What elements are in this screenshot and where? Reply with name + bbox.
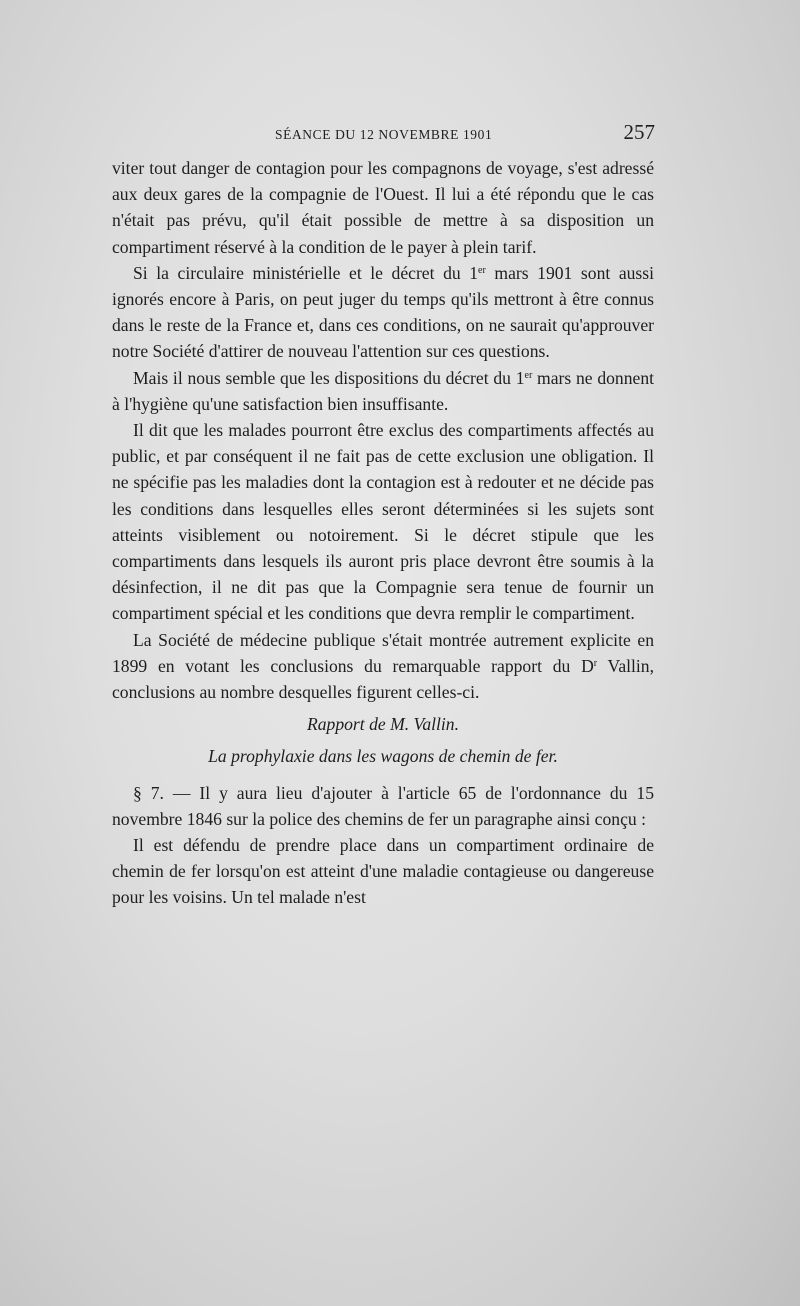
body-text bbox=[112, 155, 654, 911]
paragraph-circulaire: Si la circulaire ministérielle et le décret du 1er mars 1901 sont aussi ignorés encore à Paris, on peut juger du temps qu'ils mettront à être connus dans le reste de la France et, dans ces conditions, on ne saurait qu'approuver notre Société d'attirer de nouveau l'attention sur ces questions. bbox=[112, 262, 655, 362]
page-header bbox=[110, 120, 655, 150]
paragraph-dispositions: Mais il nous semble que les dispositions du décret du 1er mars ne donnent à l'hygiène qu'une satisfaction bien insuffisante. bbox=[112, 367, 655, 414]
paragraph-continued: viter tout danger de contagion pour les compagnons de voyage, s'est adressé aux deux gares de la compagnie de l'Ouest. Il lui a été répondu que le cas n'était pas prévu, qu'il était possible de mettre à sa disposition un compartiment réservé à la condition de le payer à plein tarif. bbox=[112, 158, 654, 257]
section-heading-rapport: Rapport de M. Vallin. bbox=[307, 714, 459, 735]
running-head: SÉANCE DU 12 NOVEMBRE 1901 bbox=[275, 127, 493, 142]
section-subheading: La prophylaxie dans les wagons de chemin de fer. bbox=[208, 746, 558, 767]
paragraph-defendu: Il est défendu de prendre place dans un compartiment ordinaire de chemin de fer lorsqu'on est atteint d'une maladie contagieuse ou dangereuse pour les voisins. Un tel malade n'est bbox=[112, 835, 654, 908]
paragraph-article: § 7. — Il y aura lieu d'ajouter à l'article 65 de l'ordonnance du 15 novembre 1846 sur la police des chemins de fer un paragraphe ainsi conçu : bbox=[112, 782, 654, 829]
paragraph-malades: Il dit que les malades pourront être exclus des compartiments affectés au public, et par conséquent il ne fait pas de cette exclusion une obligation. Il ne spécifie pas les maladies dont la contagion est à redouter et ne décide pas les conditions dans lesquelles elles seront déterminées si les sujets sont atteints visiblement ou notoirement. Si le décret stipule que les compartiments dans lesquels ils auront pris place devront être soumis à la désinfection, il ne dit pas que la Compagnie sera tenue de fournir un compartiment spécial et les conditions que devra remplir le compartiment. bbox=[112, 420, 654, 624]
page-number: 257 bbox=[623, 120, 655, 144]
paragraph-societe: La Société de médecine publique s'était montrée autrement explicite en 1899 en votant les conclusions du remarquable rapport du $D^r$ Vallin, conclusions au nombre desquelles figurent celles-ci. bbox=[112, 629, 654, 703]
